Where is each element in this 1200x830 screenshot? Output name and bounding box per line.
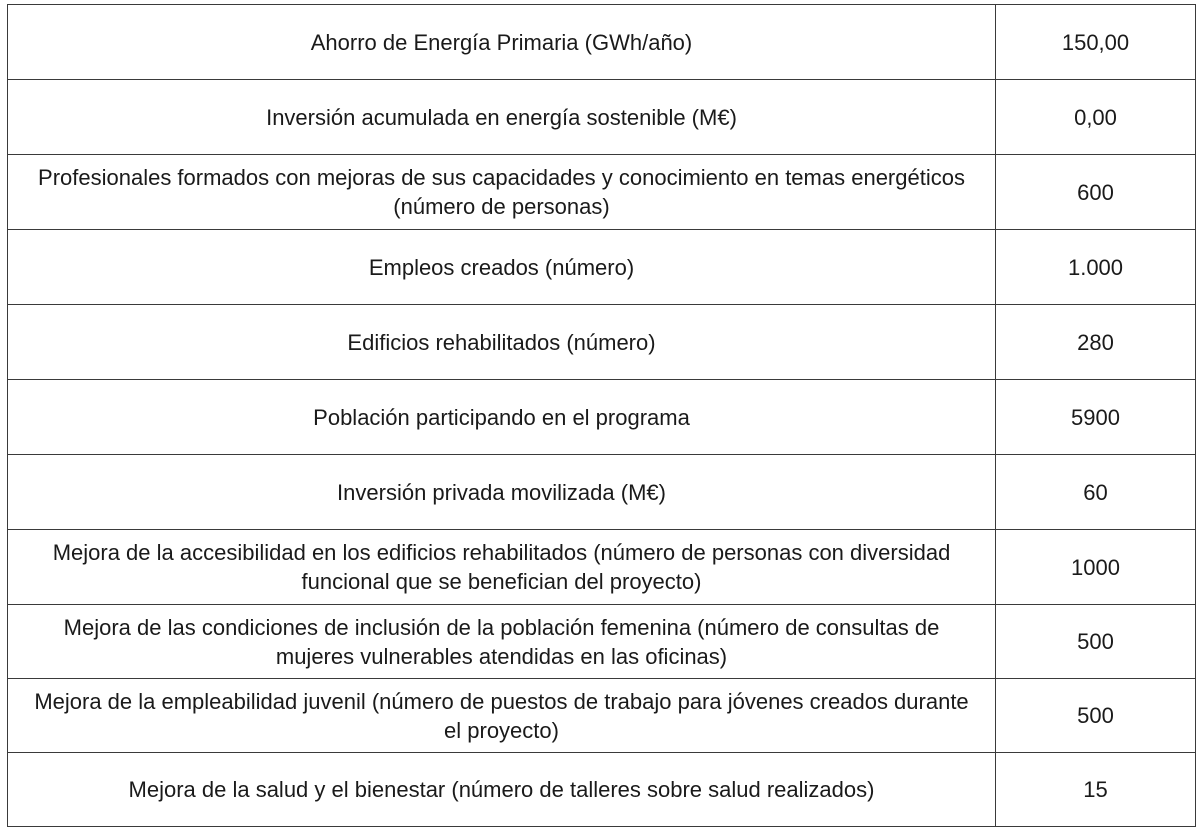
indicator-value: 500 (996, 679, 1196, 753)
indicator-label: Profesionales formados con mejoras de sus capacidades y conocimiento en temas energéticos (número de personas) (8, 155, 996, 230)
indicator-value: 1000 (996, 530, 1196, 605)
indicator-label: Edificios rehabilitados (número) (8, 305, 996, 380)
indicator-label: Ahorro de Energía Primaria (GWh/año) (8, 5, 996, 80)
indicator-label: Mejora de la accesibilidad en los edificios rehabilitados (número de personas con diversidad funcional que se benefician del proyecto) (8, 530, 996, 605)
indicator-value: 60 (996, 455, 1196, 530)
table-row (8, 80, 1196, 155)
table-row (8, 530, 1196, 605)
indicator-value: 280 (996, 305, 1196, 380)
indicator-value: 500 (996, 605, 1196, 679)
indicator-label: Población participando en el programa (8, 380, 996, 455)
indicator-label: Mejora de las condiciones de inclusión de la población femenina (número de consultas de mujeres vulnerables atendidas en las oficinas) (8, 605, 996, 679)
table-row (8, 679, 1196, 753)
indicator-value: 150,00 (996, 5, 1196, 80)
table-row (8, 5, 1196, 80)
indicator-label: Inversión privada movilizada (M€) (8, 455, 996, 530)
table-row (8, 753, 1196, 827)
indicator-value: 0,00 (996, 80, 1196, 155)
table-row (8, 230, 1196, 305)
indicator-label: Empleos creados (número) (8, 230, 996, 305)
indicator-value: 5900 (996, 380, 1196, 455)
indicator-value: 1.000 (996, 230, 1196, 305)
table-row (8, 380, 1196, 455)
indicator-value: 15 (996, 753, 1196, 827)
indicator-label: Mejora de la salud y el bienestar (número de talleres sobre salud realizados) (8, 753, 996, 827)
table-row (8, 455, 1196, 530)
table-row (8, 605, 1196, 679)
indicator-label: Mejora de la empleabilidad juvenil (número de puestos de trabajo para jóvenes creados durante el proyecto) (8, 679, 996, 753)
indicator-label: Inversión acumulada en energía sostenible (M€) (8, 80, 996, 155)
table-row (8, 305, 1196, 380)
indicators-table (7, 4, 1196, 827)
table-row (8, 155, 1196, 230)
indicator-value: 600 (996, 155, 1196, 230)
